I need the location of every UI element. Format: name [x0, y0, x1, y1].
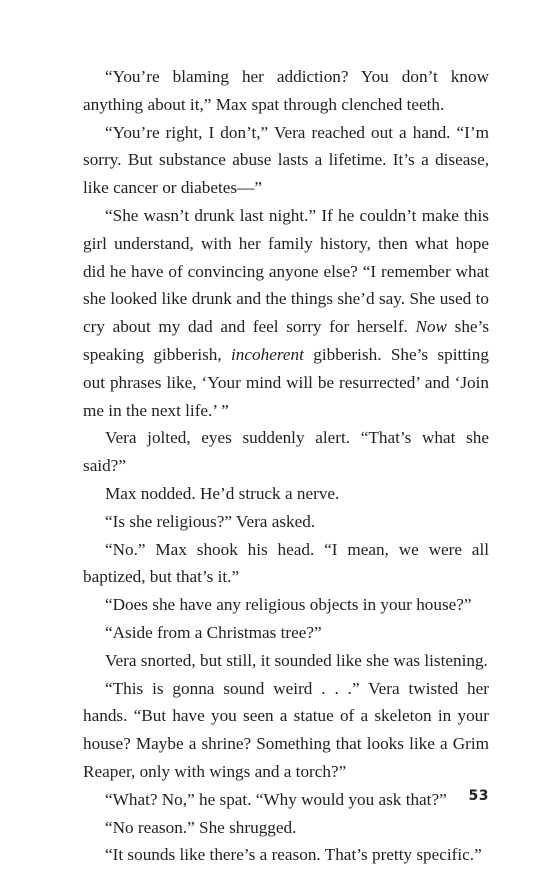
paragraph-3-part-1: “She wasn’t drunk last night.” If he couldn’t make this girl understand, with her family history, then what hope did he have of convincing anyone else? “I remember what she looked like drunk and the things she’d say. She used to cry about my dad and feel sorry for herself. [83, 205, 489, 337]
paragraph-3-part-2: she’s speaking gibberish, [83, 317, 490, 364]
paragraph-3-emphasis-now: Now [415, 317, 448, 337]
paragraph-3-part-3: gibberish. She’s spitting out phrases like, ‘Your mind will be resurrected’ and ‘Join me in the next life.’ ” [83, 344, 489, 420]
paragraph-5: Max nodded. He’d struck a nerve. [105, 483, 340, 503]
paragraph-8: “Does she have any religious objects in your house?” [105, 595, 472, 615]
paragraph-3-emphasis-incoherent: incoherent [231, 344, 304, 364]
page-body [83, 63, 489, 869]
paragraph-12: “What? No,” he spat. “Why would you ask that?” [105, 789, 447, 809]
page-number: 53 [468, 788, 489, 804]
paragraph-3 [83, 202, 489, 424]
paragraph-13: “No reason.” She shrugged. [105, 817, 297, 837]
paragraph-7: “No.” Max shook his head. “I mean, we were all baptized, but that’s it.” [83, 539, 489, 587]
paragraph-1: “You’re blaming her addiction? You don’t know anything about it,” Max spat through clenched teeth. [83, 67, 489, 114]
paragraph-11: “This is gonna sound weird . . .” Vera twisted her hands. “But have you seen a statue of a skeleton in your house? Maybe a shrine? Something that looks like a Grim Reaper, only with wings and a torch?” [83, 678, 489, 781]
paragraph-6: “Is she religious?” Vera asked. [105, 511, 316, 531]
paragraph-2: “You’re right, I don’t,” Vera reached out a hand. “I’m sorry. But substance abuse lasts a lifetime. It’s a disease, like cancer or diabetes—” [83, 122, 489, 198]
paragraph-14: “It sounds like there’s a reason. That’s pretty specific.” [105, 845, 482, 865]
paragraph-10: Vera snorted, but still, it sounded like she was listening. [105, 650, 488, 670]
paragraph-4: Vera jolted, eyes suddenly alert. “That’s what she said?” [83, 428, 489, 476]
paragraph-9: “Aside from a Christmas tree?” [105, 622, 322, 642]
